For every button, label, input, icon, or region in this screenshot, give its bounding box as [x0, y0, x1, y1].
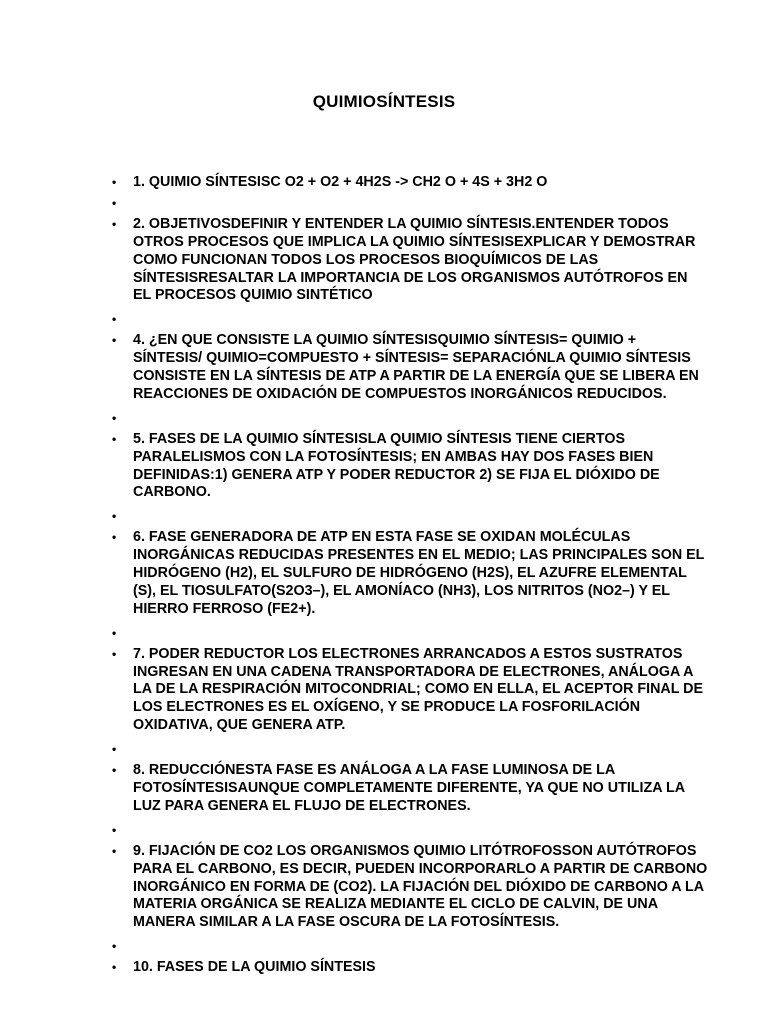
list-item: [0, 529, 768, 619]
bullet-icon: •: [112, 410, 117, 425]
list-item-empty: [0, 195, 768, 213]
list-item-text: 7. PODER REDUCTOR LOS ELECTRONES ARRANCADOS A ESTOS SUSTRATOS INGRESAN EN UNA CADENA TRANSPORTADORA DE ELECTRONES, ANÁLOGA A LA DE LA RESPIRACIÓN MITOCONDRIAL; COMO EN ELLA, EL ACEPTOR FINAL DE LOS ELECTRONES ES EL OXÍGENO, Y SE PRODUCE LA FOSFORILACIÓN OXIDATIVA, QUE GENERA ATP.: [133, 645, 704, 734]
list-item: [0, 431, 768, 503]
content-list: [0, 174, 768, 977]
list-item: [0, 332, 768, 404]
list-item-empty: [0, 410, 768, 428]
bullet-icon: •: [112, 939, 117, 954]
list-item-text: 6. FASE GENERADORA DE ATP EN ESTA FASE SE OXIDAN MOLÉCULAS INORGÁNICAS REDUCIDAS PRESENTES EN EL MEDIO; LAS PRINCIPALES SON EL HIDRÓGENO (H2), EL SULFURO DE HIDRÓGENO (H2S), EL AZUFRE ELEMENTAL (S), EL TIOSULFATO(S2O3–), EL AMONÍACO (NH3), LOS NITRITOS (NO2–) Y EL HIERRO FERROSO (FE2+).: [133, 529, 705, 617]
list-item-empty: [0, 311, 768, 329]
list-item-text: 10. FASES DE LA QUIMIO SÍNTESIS: [133, 959, 376, 976]
list-item-empty: [0, 625, 768, 643]
list-item: [0, 646, 768, 736]
list-item-empty: [0, 822, 768, 840]
list-item: [0, 174, 768, 192]
list-item-text: 1. QUIMIO SÍNTESISC O2 + O2 + 4H2S -> CH2 O + 4S + 3H2 O: [133, 174, 548, 190]
list-item-empty: [0, 508, 768, 526]
bullet-icon: •: [112, 843, 117, 858]
list-item: [0, 959, 768, 977]
bullet-icon: •: [112, 960, 117, 975]
list-item-text: 8. REDUCCIÓNESTA FASE ES ANÁLOGA A LA FASE LUMINOSA DE LA FOTOSÍNTESISAUNQUE COMPLETAMENTE DIFERENTE, YA QUE NO UTILIZA LA LUZ PARA GENERA EL FLUJO DE ELECTRONES.: [133, 762, 685, 814]
document-title: QUIMIOSÍNTESIS: [312, 92, 456, 111]
bullet-icon: •: [112, 646, 117, 661]
bullet-icon: •: [112, 216, 117, 231]
list-item-text: 9. FIJACIÓN DE CO2 LOS ORGANISMOS QUIMIO LITÓTROFOSSON AUTÓTROFOS PARA EL CARBONO, ES DECIR, PUEDEN INCORPORARLO A PARTIR DE CARBONO INORGÁNICO EN FORMA DE (CO2). LA FIJACIÓN DEL DIÓXIDO DE CARBONO A LA MATERIA ORGÁNICA SE REALIZA MEDIANTE EL CICLO DE CALVIN, DE UNA MANERA SIMILAR A LA FASE OSCURA DE LA FOTOSÍNTESIS.: [133, 842, 708, 931]
bullet-icon: •: [112, 625, 117, 640]
list-item-text: 5. FASES DE LA QUIMIO SÍNTESISLA QUIMIO SÍNTESIS TIENE CIERTOS PARALELISMOS CON LA FOTOSÍNTESIS; EN AMBAS HAY DOS FASES BIEN DEFINIDAS:1) GENERA ATP Y PODER REDUCTOR 2) SE FIJA EL DIÓXIDO DE CARBONO.: [133, 430, 660, 501]
bullet-icon: •: [112, 333, 117, 348]
bullet-icon: •: [112, 530, 117, 545]
bullet-icon: •: [112, 763, 117, 778]
bullet-icon: •: [112, 431, 117, 446]
bullet-icon: •: [112, 822, 117, 837]
bullet-icon: •: [112, 509, 117, 524]
list-item-text: 4. ¿EN QUE CONSISTE LA QUIMIO SÍNTESISQUIMIO SÍNTESIS= QUIMIO + SÍNTESIS/ QUIMIO=COMPUESTO + SÍNTESIS= SEPARACIÓNLA QUIMIO SÍNTESIS CONSISTE EN LA SÍNTESIS DE ATP A PARTIR DE LA ENERGÍA QUE SE LIBERA EN REACCIONES DE OXIDACIÓN DE COMPUESTOS INORGÁNICOS REDUCIDOS.: [133, 332, 699, 402]
list-item-empty: [0, 938, 768, 956]
list-item: [0, 762, 768, 816]
bullet-icon: •: [112, 195, 117, 210]
list-item: [0, 216, 768, 306]
list-item-empty: [0, 741, 768, 759]
bullet-icon: •: [112, 312, 117, 327]
list-item-text: 2. OBJETIVOSDEFINIR Y ENTENDER LA QUIMIO SÍNTESIS.ENTENDER TODOS OTROS PROCESOS QUE IMPLICA LA QUIMIO SÍNTESISEXPLICAR Y DEMOSTRAR COMO FUNCIONAN TODOS LOS PROCESOS BIOQUÍMICOS DE LAS SÍNTESISRESALTAR LA IMPORTANCIA DE LOS ORGANISMOS AUTÓTROFOS EN EL PROCESOS QUIMIO SINTÉTICO: [133, 215, 696, 304]
list-item: [0, 843, 768, 933]
bullet-icon: •: [112, 175, 117, 189]
bullet-icon: •: [112, 742, 117, 757]
